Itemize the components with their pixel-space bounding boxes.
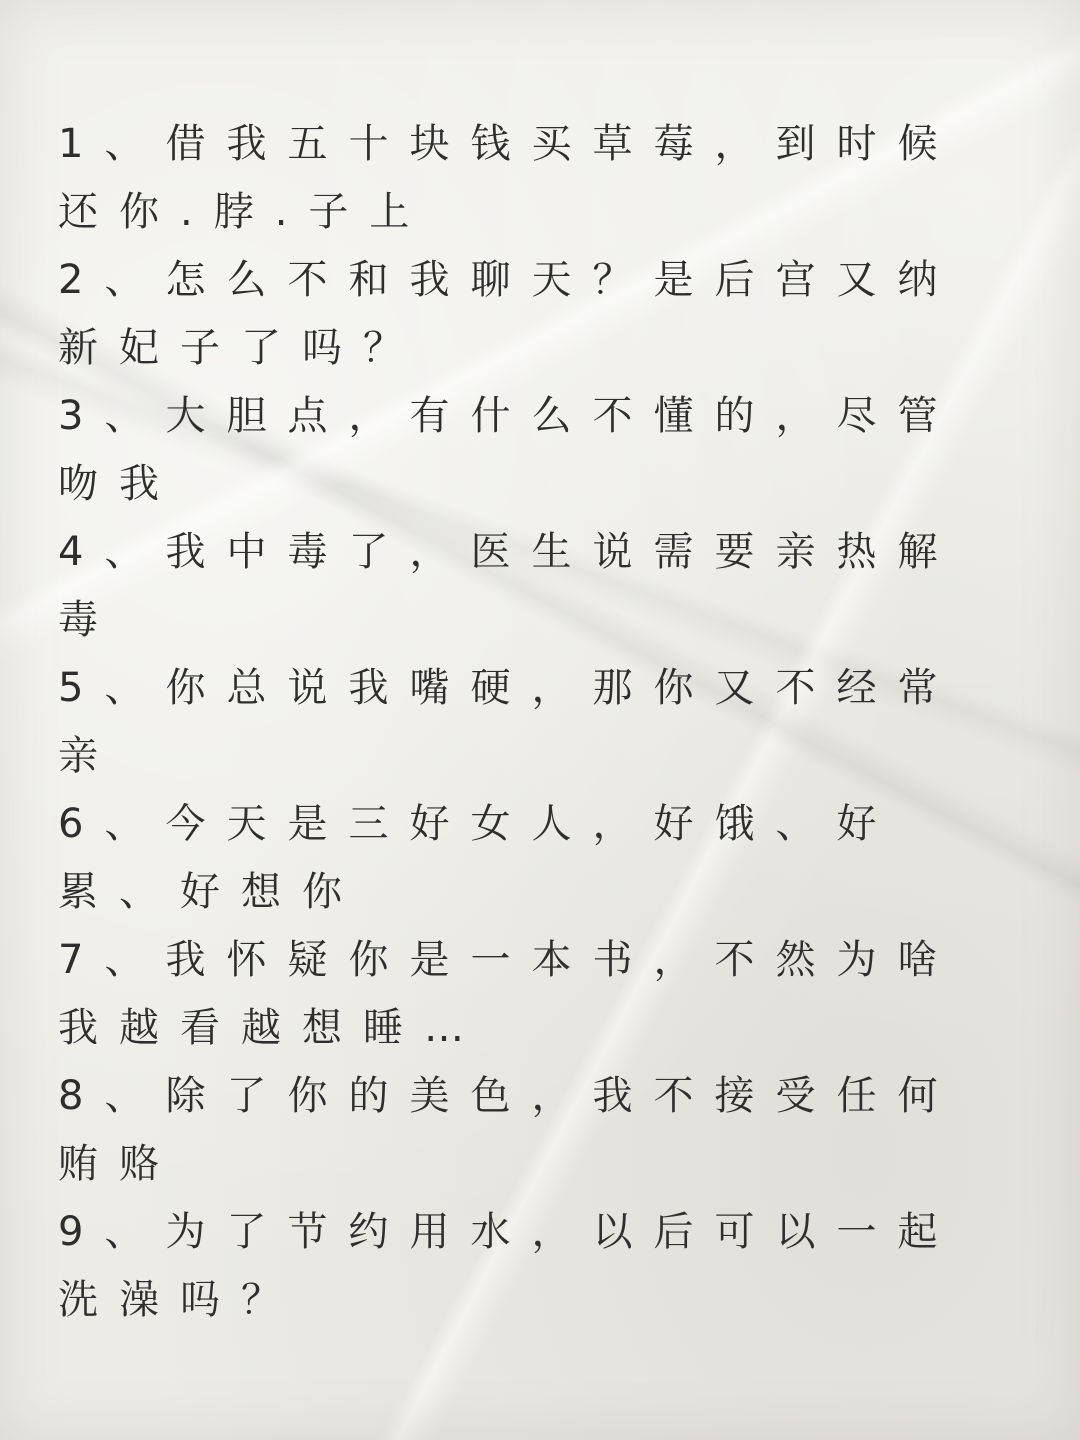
line-1a: 1、借我五十块钱买草莓，到时候	[58, 121, 959, 167]
line-8a: 8、除了你的美色，我不接受任何	[58, 1073, 959, 1119]
line-3b: 吻我	[58, 461, 180, 507]
line-2a: 2、怎么不和我聊天？是后宫又纳	[58, 257, 959, 303]
line-5a: 5、你总说我嘴硬，那你又不经常	[58, 665, 959, 711]
line-6b: 累、好想你	[58, 869, 363, 915]
line-4b: 毒	[58, 597, 119, 643]
line-5b: 亲	[58, 733, 119, 779]
pickup-lines-list	[58, 110, 968, 1334]
line-9a: 9、为了节约用水，以后可以一起	[58, 1209, 959, 1255]
line-3a: 3、大胆点，有什么不懂的，尽管	[58, 393, 959, 439]
line-8b: 贿赂	[58, 1141, 180, 1187]
line-9b: 洗澡吗？	[58, 1277, 302, 1323]
line-6a: 6、今天是三好女人，好饿、好	[58, 801, 898, 847]
line-4a: 4、我中毒了，医生说需要亲热解	[58, 529, 959, 575]
line-7a: 7、我怀疑你是一本书，不然为啥	[58, 937, 959, 983]
line-2b: 新妃子了吗？	[58, 325, 424, 371]
line-7b: 我越看越想睡…	[58, 1005, 485, 1051]
line-1b: 还你.脖.子上	[58, 189, 431, 235]
